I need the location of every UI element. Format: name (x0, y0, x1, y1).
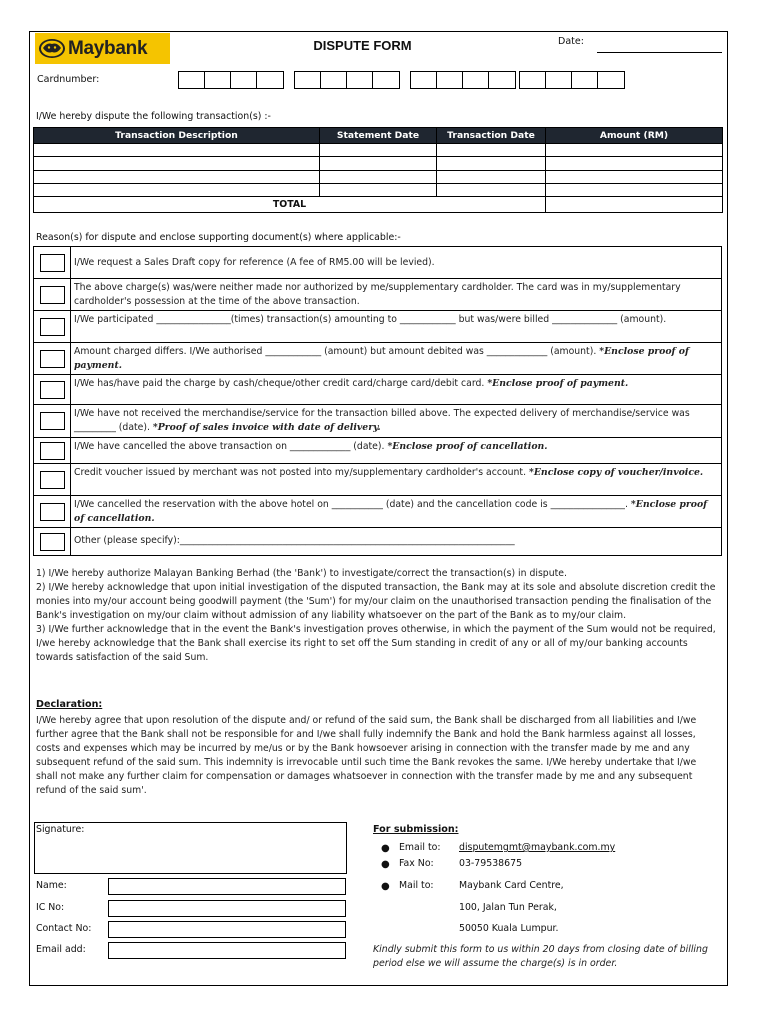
reason-row (34, 496, 721, 528)
term-1: 1) I/We hereby authorize Malayan Banking Berhad (the 'Bank') to investigate/correct the transaction(s) in dispute. (36, 568, 567, 579)
reason-checkbox[interactable] (40, 318, 65, 336)
reason-checkbox[interactable] (40, 254, 65, 272)
reason-row (34, 279, 721, 311)
signature-label: Signature: (36, 824, 85, 835)
reason-text: I/We have cancelled the above transaction on _____________ (date). (74, 441, 388, 452)
authorization-terms (36, 567, 720, 665)
date-field[interactable] (597, 52, 722, 53)
reasons-intro: Reason(s) for dispute and enclose supporting document(s) where applicable:- (36, 232, 401, 243)
reason-row (34, 528, 721, 555)
reason-text: I/We has/have paid the charge by cash/cheque/other credit card/charge card/debit card. (74, 378, 488, 389)
digit-box[interactable] (489, 72, 515, 88)
table-row[interactable] (34, 170, 723, 183)
reason-row (34, 311, 721, 343)
reason-checkbox[interactable] (40, 533, 65, 551)
digit-box[interactable] (295, 72, 321, 88)
maybank-logo (35, 33, 170, 64)
table-row[interactable] (34, 157, 723, 170)
email-link[interactable]: disputemgmt@maybank.com.my (459, 842, 616, 853)
date-label: Date: (558, 36, 584, 47)
mail-line-1: Maybank Card Centre, (459, 880, 564, 891)
reason-text: I/We request a Sales Draft copy for reference (A fee of RM5.00 will be levied). (74, 257, 435, 268)
card-group-4[interactable] (519, 71, 625, 89)
digit-box[interactable] (520, 72, 546, 88)
reason-checkbox[interactable] (40, 503, 65, 521)
reason-text: Other (please specify):________________________________________________________________________ (74, 535, 515, 546)
email-label: Email add: (36, 944, 86, 955)
reason-note: *Enclose copy of voucher/invoice. (528, 467, 704, 478)
reason-row (34, 343, 721, 375)
reason-checkbox[interactable] (40, 286, 65, 304)
reason-checkbox[interactable] (40, 442, 65, 460)
digit-box[interactable] (546, 72, 572, 88)
reason-row (34, 464, 721, 496)
ic-label: IC No: (36, 902, 65, 913)
card-group-3[interactable] (410, 71, 516, 89)
declaration-title: Declaration: (36, 699, 103, 710)
reason-note: *Enclose proof of cancellation. (387, 441, 548, 452)
transaction-table (33, 127, 723, 213)
mail-line-3: 50050 Kuala Lumpur. (459, 923, 559, 934)
table-row[interactable] (34, 144, 723, 157)
digit-box[interactable] (257, 72, 283, 88)
digit-box[interactable] (411, 72, 437, 88)
digit-box[interactable] (231, 72, 257, 88)
email-to-label: Email to: (399, 842, 441, 853)
reason-checkbox[interactable] (40, 381, 65, 399)
digit-box[interactable] (463, 72, 489, 88)
ic-field[interactable] (108, 900, 346, 917)
digit-box[interactable] (179, 72, 205, 88)
reason-text: Credit voucher issued by merchant was not posted into my/supplementary cardholder's account. (74, 467, 529, 478)
email-field[interactable] (108, 942, 346, 959)
bullet-icon: ● (381, 881, 390, 892)
mail-line-2: 100, Jalan Tun Perak, (459, 902, 557, 913)
term-3: 3) I/We further acknowledge that in the event the Bank's investigation proves otherwise, in which the payment of the Sum would not be required, I/we hereby acknowledge that the Bank shall exercise its right to set off the Sum standing in credit of any or all of my/our banking accounts towards satisfaction of the said Sum. (36, 624, 716, 663)
digit-box[interactable] (598, 72, 624, 88)
bullet-icon: ● (381, 843, 390, 854)
reason-row (34, 405, 721, 438)
reason-checkbox[interactable] (40, 350, 65, 368)
total-label: TOTAL (34, 197, 546, 213)
reason-row (34, 375, 721, 405)
digit-box[interactable] (373, 72, 399, 88)
reason-note: *Enclose proof of payment. (487, 378, 629, 389)
reason-text: Amount charged differs. I/We authorised ____________ (amount) but amount debited was _____________ (amount). (74, 346, 600, 357)
reason-row (34, 438, 721, 464)
fax-value: 03-79538675 (459, 858, 523, 869)
col-statement-date: Statement Date (320, 128, 437, 144)
digit-box[interactable] (572, 72, 598, 88)
reason-note: *Enclose proof of payment. (74, 346, 689, 371)
bullet-icon: ● (381, 859, 390, 870)
reason-text: The above charge(s) was/were neither made nor authorized by me/supplementary cardholder. The card was in my/supplementary cardholder's possession at the time of the above transaction. (74, 282, 681, 307)
reason-text: I/We have not received the merchandise/service for the transaction billed above. The expected delivery of merchandise/service was _________ (date). (74, 408, 690, 433)
submission-title: For submission: (373, 824, 459, 835)
total-amount[interactable] (546, 197, 723, 213)
reasons-list (33, 246, 722, 556)
mail-label: Mail to: (399, 880, 434, 891)
table-row[interactable] (34, 183, 723, 196)
col-amount: Amount (RM) (546, 128, 723, 144)
brand-name: Maybank (68, 38, 148, 59)
reason-note: *Proof of sales invoice with date of delivery. (152, 421, 381, 433)
reason-row (34, 247, 721, 279)
reason-checkbox[interactable] (40, 412, 65, 430)
term-2: 2) I/We hereby acknowledge that upon initial investigation of the disputed transaction, the Bank may at its sole and absolute discretion credit the monies into my/our account being goodwill payment (the 'Sum') for my/our claim on the unauthorised transaction pending the finalisation of the Bank's investigation on my/our claim without admission of any liability whatsoever on the part of the Bank as to my/our claim. (36, 582, 716, 621)
reason-text: I/We participated ________________(times) transaction(s) amounting to ____________ but was/were billed ______________ (amount). (74, 314, 667, 325)
dispute-intro: I/We hereby dispute the following transaction(s) :- (36, 111, 271, 122)
form-title: DISPUTE FORM (313, 38, 412, 53)
card-group-1[interactable] (178, 71, 284, 89)
reason-note: *Enclose proof of cancellation. (74, 499, 708, 524)
reason-checkbox[interactable] (40, 471, 65, 489)
col-transaction-date: Transaction Date (437, 128, 546, 144)
digit-box[interactable] (437, 72, 463, 88)
reason-text: I/We cancelled the reservation with the above hotel on ___________ (date) and the cancellation code is ________________. (74, 499, 631, 510)
card-group-2[interactable] (294, 71, 400, 89)
submission-note: Kindly submit this form to us within 20 days from closing date of billing period else we will assume the charge(s) is in order. (373, 944, 708, 969)
declaration-text: I/We hereby agree that upon resolution of the dispute and/ or refund of the said sum, the Bank shall be discharged from all liabilities and I/we further agree that the Bank shall not be responsible for and I/we shall fully indemnify the Bank and hold the Bank harmless against all losses, costs and expenses which may be incurred by me/us or by the Bank howsoever arising in connection with the transfer made by me and any subsequent refund of the said sum. This indemnity is irrevocable until such time the Bank revokes the same. I/We hereby undertake that I/we shall not make any further claim for compensation or damages whatsoever in connection with the transfer made by me and any subsequent refund of the said sum'. (36, 715, 697, 796)
digit-box[interactable] (205, 72, 231, 88)
name-label: Name: (36, 880, 67, 891)
contact-label: Contact No: (36, 923, 92, 934)
cardnumber-label: Cardnumber: (37, 74, 100, 85)
tiger-icon (38, 38, 66, 59)
fax-label: Fax No: (399, 858, 434, 869)
name-field[interactable] (108, 878, 346, 895)
digit-box[interactable] (321, 72, 347, 88)
contact-field[interactable] (108, 921, 346, 938)
col-transaction-description: Transaction Description (34, 128, 320, 144)
digit-box[interactable] (347, 72, 373, 88)
total-row (34, 197, 723, 213)
